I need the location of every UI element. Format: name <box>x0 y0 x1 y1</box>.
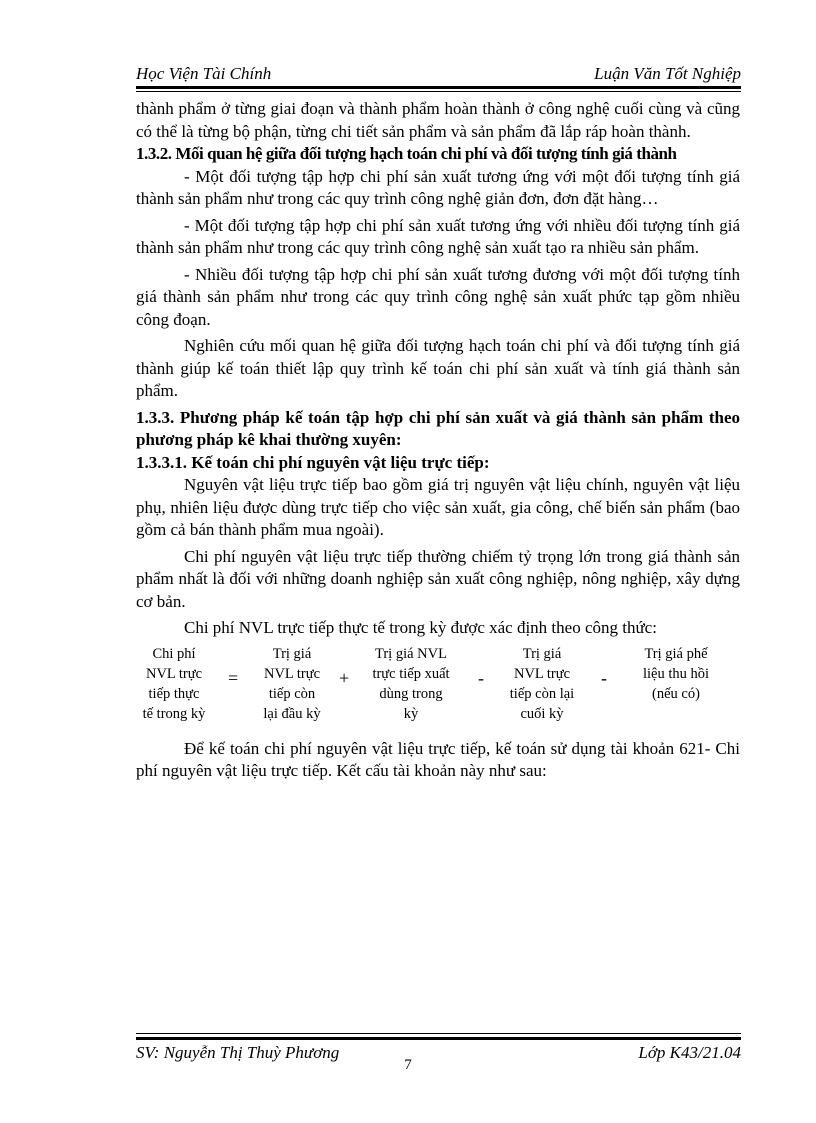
formula-term-opening-value: Trị giá NVL trực tiếp còn lại đầu kỳ <box>263 645 321 722</box>
paragraph-account-621: Để kế toán chi phí nguyên vật liệu trực tiếp, kế toán sử dụng tài khoản 621- Chi phí nguyên vật liệu trực tiếp. Kết cấu tài khoản này như sau: <box>136 738 740 780</box>
heading-1-3-3: 1.3.3. Phương pháp kế toán tập hợp chi phí sản xuất và giá thành sản phẩm theo phương pháp kê khai thường xuyên: <box>136 407 740 449</box>
cost-formula <box>136 644 740 728</box>
footer-class-code: Lớp K43/21.04 <box>638 1043 741 1062</box>
formula-operator-minus-1: - <box>478 667 484 688</box>
paragraph-formula-intro: Chi phí NVL trực tiếp thực tế trong kỳ được xác định theo công thức: <box>184 618 657 637</box>
formula-term-closing-value: Trị giá NVL trực tiếp còn lại cuối kỳ <box>509 645 575 722</box>
header-document-type: Luận Văn Tốt Nghiệp <box>594 64 741 83</box>
paragraph-relation-1: - Một đối tượng tập hợp chi phí sản xuất tương ứng với một đối tượng tính giá thành sản phẩm như trong các quy trình công nghệ giản đơn, đơn đặt hàng… <box>136 166 740 208</box>
page-number: 7 <box>404 1057 412 1073</box>
paragraph-intro: thành phẩm ở từng giai đoạn và thành phẩm hoàn thành ở công nghệ cuối cùng và cũng có thể là từng bộ phận, từng chi tiết sản phẩm và sản phẩm đã lắp ráp hoàn thành. <box>136 99 740 141</box>
paragraph-relation-3: - Nhiều đối tượng tập hợp chi phí sản xuất tương đương với một đối tượng tính giá thành sản phẩm như trong các quy trình công nghệ sản xuất phức tạp gồm nhiều công đoạn. <box>136 264 740 329</box>
header-institution: Học Viện Tài Chính <box>136 64 272 83</box>
footer-student-name: SV: Nguyễn Thị Thuỳ Phương <box>136 1043 340 1062</box>
formula-operator-plus: + <box>339 667 350 688</box>
page-header <box>136 60 741 84</box>
footer-rule-thick <box>136 1037 741 1040</box>
formula-term-issued-value: Trị giá NVL trực tiếp xuất dùng trong kỳ <box>372 645 450 722</box>
formula-operator-equals: = <box>228 667 239 688</box>
page-body <box>136 98 740 783</box>
heading-1-3-3-1: 1.3.3.1. Kế toán chi phí nguyên vật liệu trực tiếp: <box>136 452 490 472</box>
header-rule-thick <box>136 86 741 89</box>
header-rule-thin <box>136 91 741 92</box>
paragraph-nvl-definition: Nguyên vật liệu trực tiếp bao gồm giá trị nguyên vật liệu chính, nguyên vật liệu phụ, nhiên liệu được dùng trực tiếp cho việc sản xuất, gia công, chế biến sản phẩm (bao gồm cả bán thành phẩm mua ngoài). <box>136 475 740 539</box>
heading-1-3-2: 1.3.2. Mối quan hệ giữa đối tượng hạch toán chi phí và đối tượng tính giá thành <box>136 144 677 163</box>
formula-operator-minus-2: - <box>601 667 607 688</box>
paragraph-relation-2: - Một đối tượng tập hợp chi phí sản xuất tương ứng với nhiều đối tượng tính giá thành sản phẩm như trong các quy trình công nghệ sản xuất tạo ra nhiều sản phẩm. <box>136 215 740 257</box>
paragraph-relation-4: Nghiên cứu mối quan hệ giữa đối tượng hạch toán chi phí và đối tượng tính giá thành giúp kế toán thiết lập quy trình kế toán chi phí sản xuất và tính giá thành sản phẩm. <box>136 336 740 400</box>
footer-rule-thin <box>136 1033 741 1034</box>
paragraph-nvl-proportion: Chi phí nguyên vật liệu trực tiếp thường chiếm tỷ trọng lớn trong giá thành sản phẩm nhất là đối với những doanh nghiệp sản xuất công nghiệp, nông nghiệp, xây dựng cơ bản. <box>136 546 740 611</box>
formula-term-scrap-value: Trị giá phế liệu thu hồi (nếu có) <box>642 645 710 702</box>
formula-term-actual-cost: Chi phí NVL trực tiếp thực tế trong kỳ <box>142 645 206 722</box>
